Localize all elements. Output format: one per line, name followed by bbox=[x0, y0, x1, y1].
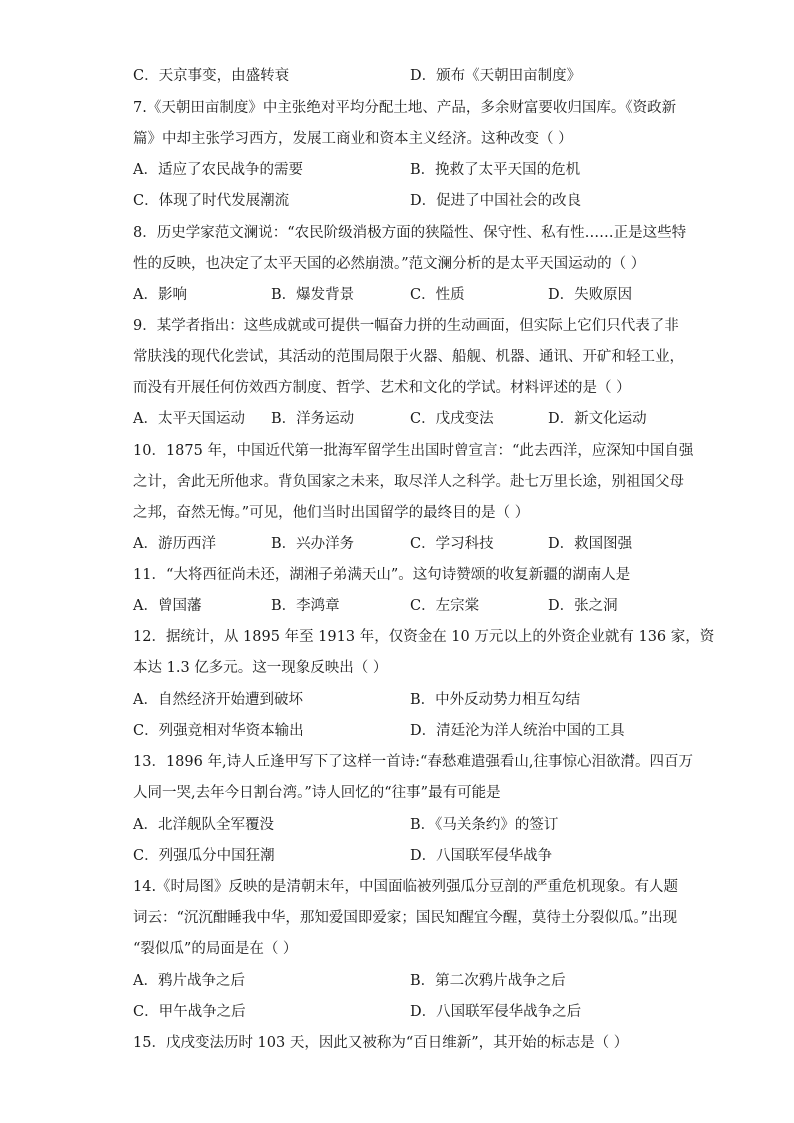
q7-stem-line-1: 7.《天朝田亩制度》中主张绝对平均分配土地、产品，多余财富要收归国库。《资政新 bbox=[133, 100, 677, 116]
q6-option-c: C．天京事变，由盛转衰 bbox=[133, 68, 290, 84]
q11-option-c: C．左宗棠 bbox=[410, 598, 480, 614]
q10-option-a: A．游历西洋 bbox=[133, 536, 216, 552]
q10-stem-line-1: 10．1875 年，中国近代第一批海军留学生出国时曾宣言：“此去西洋，应深知中国自强 bbox=[133, 443, 694, 459]
q7-stem-line-2: 篇》中却主张学习西方，发展工商业和资本主义经济。这种改变（ ） bbox=[133, 131, 573, 147]
q12-stem-line-1: 12．据统计，从 1895 年至 1913 年，仅资金在 10 万元以上的外资企业就有 136 家，资 bbox=[133, 629, 715, 645]
q10-option-c: C．学习科技 bbox=[410, 536, 494, 552]
q12-stem-line-2: 本达 1.3 亿多元。这一现象反映出（ ） bbox=[133, 660, 388, 676]
q9-option-c: C．戊戌变法 bbox=[410, 411, 494, 427]
q9-option-d: D．新文化运动 bbox=[548, 411, 647, 427]
q9-option-b: B．洋务运动 bbox=[271, 411, 355, 427]
q10-stem-line-3: 之邦，奋然无悔。”可见，他们当时出国留学的最终目的是（ ） bbox=[133, 505, 530, 521]
q13-option-b: B．《马关条约》的签订 bbox=[410, 817, 559, 833]
q13-option-d: D．八国联军侵华战争 bbox=[410, 848, 553, 864]
q8-stem-line-2: 性的反映，也决定了太平天国的必然崩溃。”范文澜分析的是太平天国运动的（ ） bbox=[133, 256, 646, 272]
q10-option-d: D．救国图强 bbox=[548, 536, 633, 552]
q9-stem-line-2: 常肤浅的现代化尝试，其活动的范围局限于火器、船舰、机器、通讯、开矿和轻工业， bbox=[133, 349, 684, 365]
q11-stem-line-1: 11．“大将西征尚未还，湖湘子弟满天山”。这句诗赞颂的收复新疆的湖南人是 bbox=[133, 567, 631, 583]
q14-stem-line-3: “裂似瓜”的局面是在（ ） bbox=[133, 941, 298, 957]
q11-option-a: A．曾国藩 bbox=[133, 598, 202, 614]
q8-option-b: B．爆发背景 bbox=[271, 287, 355, 303]
q10-stem-line-2: 之计，舍此无所他求。背负国家之未来，取尽洋人之科学。赴七万里长途，别祖国父母 bbox=[133, 474, 684, 490]
q13-option-a: A．北洋舰队全军覆没 bbox=[133, 817, 274, 833]
q14-stem-line-2: 词云：“沉沉酣睡我中华，那知爱国即爱家；国民知醒宜今醒，莫待土分裂似瓜。”出现 bbox=[133, 910, 678, 926]
q10-option-b: B．兴办洋务 bbox=[271, 536, 355, 552]
q7-option-c: C．体现了时代发展潮流 bbox=[133, 193, 290, 209]
q7-option-d: D．促进了中国社会的改良 bbox=[410, 193, 582, 209]
q12-option-b: B．中外反动势力相互勾结 bbox=[410, 692, 581, 708]
q12-option-a: A．自然经济开始遭到破坏 bbox=[133, 692, 303, 708]
q14-stem-line-1: 14.《时局图》反映的是清朝末年，中国面临被列强瓜分豆剖的严重危机现象。有人题 bbox=[133, 879, 679, 895]
q14-option-c: C．甲午战争之后 bbox=[133, 1004, 246, 1020]
q15-stem-line-1: 15．戊戌变法历时 103 天，因此又被称为“百日维新”，其开始的标志是（ ） bbox=[133, 1035, 629, 1051]
q14-option-b: B．第二次鸦片战争之后 bbox=[410, 973, 566, 989]
q7-option-a: A．适应了农民战争的需要 bbox=[133, 162, 303, 178]
q9-stem-line-1: 9．某学者指出：这些成就或可提供一幅奋力拼的生动画面，但实际上它们只代表了非 bbox=[133, 318, 679, 334]
q8-option-c: C．性质 bbox=[410, 287, 465, 303]
q8-option-a: A．影响 bbox=[133, 287, 187, 303]
q14-option-a: A．鸦片战争之后 bbox=[133, 973, 245, 989]
q9-stem-line-3: 而没有开展任何仿效西方制度、哲学、艺术和文化的学试。材料评述的是（ ） bbox=[133, 380, 631, 396]
q8-stem-line-1: 8．历史学家范文澜说：“农民阶级消极方面的狭隘性、保守性、私有性……正是这些特 bbox=[133, 225, 687, 241]
q12-option-d: D．清廷沦为洋人统治中国的工具 bbox=[410, 723, 625, 739]
q9-option-a: A．太平天国运动 bbox=[133, 411, 245, 427]
q13-stem-line-2: 人同一哭,去年今日割台湾。”诗人回忆的“往事”最有可能是 bbox=[133, 785, 501, 801]
q11-option-b: B．李鸿章 bbox=[271, 598, 340, 614]
q14-option-d: D．八国联军侵华战争之后 bbox=[410, 1004, 582, 1020]
q13-stem-line-1: 13．1896 年,诗人丘逢甲写下了这样一首诗:“春愁难遣强看山,往事惊心泪欲潸。四百万 bbox=[133, 754, 693, 770]
q7-option-b: B．挽救了太平天国的危机 bbox=[410, 162, 581, 178]
q12-option-c: C．列强竞相对华资本输出 bbox=[133, 723, 304, 739]
q8-option-d: D．失败原因 bbox=[548, 287, 633, 303]
q6-option-d: D．颁布《天朝田亩制度》 bbox=[410, 68, 582, 84]
q11-option-d: D．张之洞 bbox=[548, 598, 618, 614]
q13-option-c: C．列强瓜分中国狂潮 bbox=[133, 848, 275, 864]
